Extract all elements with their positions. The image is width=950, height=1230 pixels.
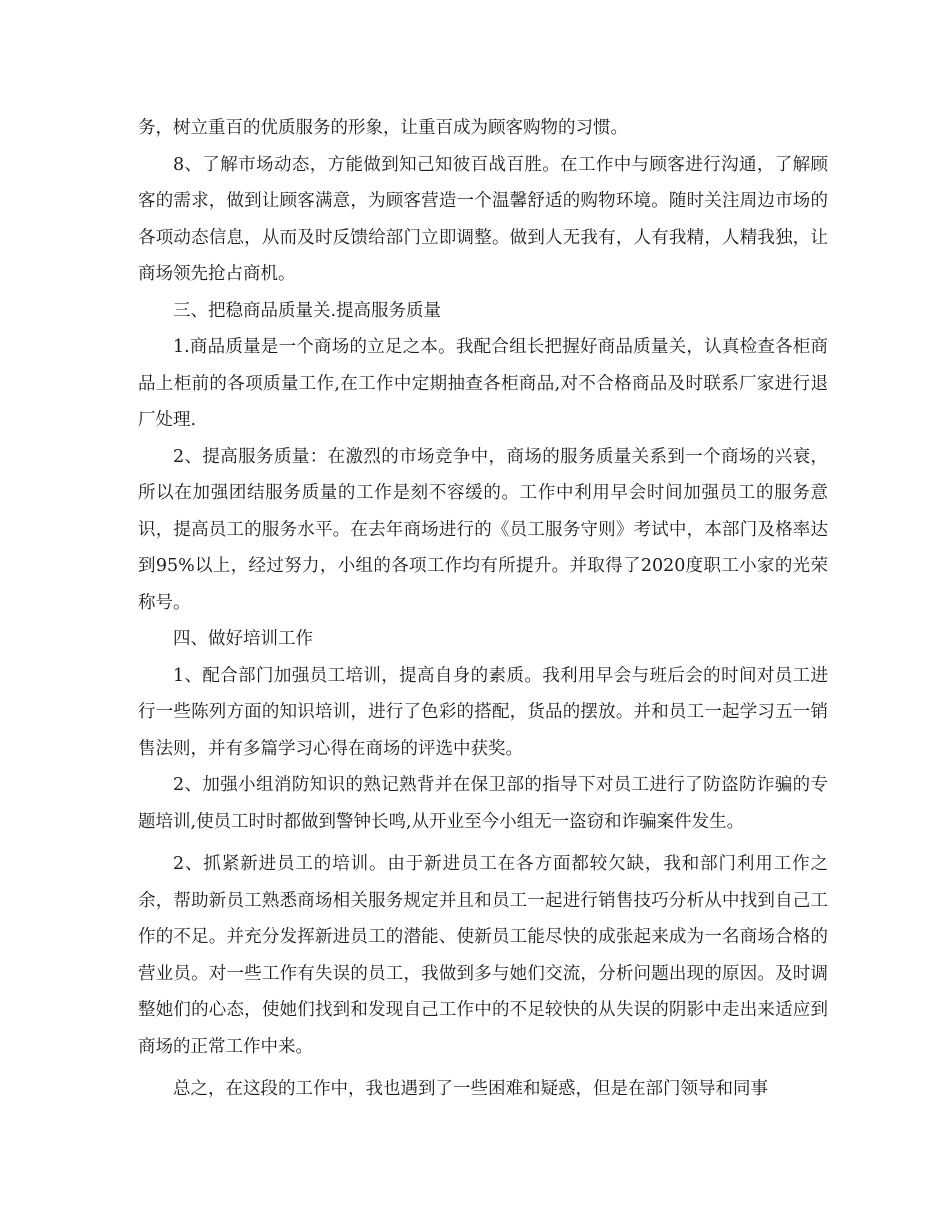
document-body xyxy=(138,110,828,1108)
section-heading-4: 四、做好培训工作 xyxy=(173,629,313,649)
paragraph-quality-1: 1.商品质量是一个商场的立足之本。我配合组长把握好商品质量关，认真检查各柜商品上柜前的各项质量工作,在工作中定期抽查各柜商品,对不合格商品及时联系厂家进行退厂处理. xyxy=(138,337,828,430)
paragraph-training-2: 2、加强小组消防知识的熟记熟背并在保卫部的指导下对员工进行了防盗防诈骗的专题培训,使员工时时都做到警钟长鸣,从开业至今小组无一盗窃和诈骗案件发生。 xyxy=(138,775,828,832)
paragraph-training-3: 2、抓紧新进员工的培训。由于新进员工在各方面都较欠缺，我和部门利用工作之余，帮助新员工熟悉商场相关服务规定并且和员工一起进行销售技巧分析从中找到自己工作的不足。并充分发挥新进员工的潜能、使新员工能尽快的成张起来成为一名商场合格的营业员。对一些工作有失误的员工，我做到多与她们交流，分析问题出现的原因。及时调整她们的心态，使她们找到和发现自己工作中的不足较快的从失误的阴影中走出来适应到商场的正常工作中来。 xyxy=(138,854,828,1057)
paragraph-item-8: 8、了解市场动态，方能做到知己知彼百战百胜。在工作中与顾客进行沟通，了解顾客的需求，做到让顾客满意，为顾客营造一个温馨舒适的购物环境。随时关注周边市场的各项动态信息，从而及时反馈给部门立即调整。做到人无我有，人有我精，人精我独，让商场领先抢占商机。 xyxy=(138,154,828,284)
paragraph-training-1: 1、配合部门加强员工培训，提高自身的素质。我利用早会与班后会的时间对员工进行一些陈列方面的知识培训，进行了色彩的搭配，货品的摆放。并和员工一起学习五一销售法则，并有多篇学习心得在商场的评选中获奖。 xyxy=(138,665,828,759)
paragraph-summary: 总之，在这段的工作中，我也遇到了一些困难和疑惑，但是在部门领导和同事 xyxy=(173,1079,768,1099)
paragraph-continuation: 务，树立重百的优质服务的形象，让重百成为顾客购物的习惯。 xyxy=(138,118,628,138)
section-heading-3: 三、把稳商品质量关.提高服务质量 xyxy=(173,300,442,321)
paragraph-quality-2: 2、提高服务质量：在激烈的市场竞争中，商场的服务质量关系到一个商场的兴衰，所以在加强团结服务质量的工作是刻不容缓的。工作中利用早会时间加强员工的服务意识，提高员工的服务水平。在去年商场进行的《员工服务守则》考试中，本部门及格率达到95%以上，经过努力，小组的各项工作均有所提升。并取得了2020度职工小家的光荣称号。 xyxy=(138,446,828,613)
